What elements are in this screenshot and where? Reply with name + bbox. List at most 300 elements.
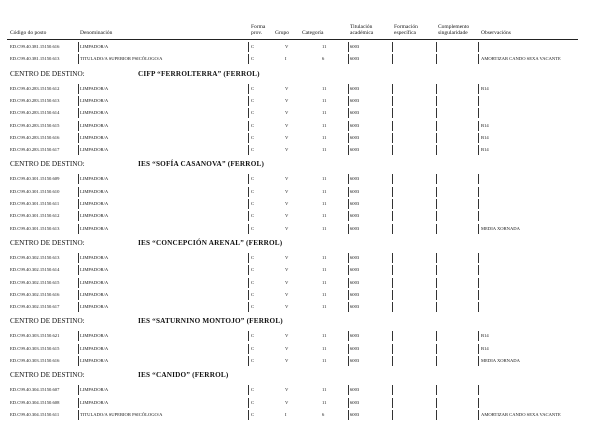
cell-forma: C	[251, 85, 255, 91]
cell-den: TITULADO/A SUPERIOR PSICÓLOGO/A	[80, 56, 163, 62]
cell-forma: C	[251, 97, 255, 103]
column-divider	[436, 54, 437, 64]
cell-cat: 11	[322, 213, 327, 219]
column-divider	[478, 108, 479, 118]
column-divider	[348, 54, 349, 64]
cell-grupo: V	[285, 201, 289, 206]
column-divider	[348, 398, 349, 408]
section-center-name: IES “SATURNINO MONTOJO” (FERROL)	[138, 317, 283, 326]
cell-den: LIMPADOR/A	[80, 345, 109, 351]
cell-code: ED.C99.40.303.15150.616	[10, 358, 60, 363]
cell-forma: C	[251, 147, 255, 153]
column-divider	[78, 356, 79, 366]
column-divider	[248, 410, 249, 420]
cell-tit: 6003	[350, 44, 360, 49]
cell-grupo: V	[285, 291, 289, 297]
cell-cat: 11	[322, 333, 327, 339]
cell-cat: 11	[322, 134, 327, 140]
cell-den: LIMPADOR/A	[80, 97, 109, 103]
column-divider	[248, 224, 249, 234]
cell-grupo: V	[285, 254, 289, 260]
table-row	[0, 132, 615, 144]
column-divider	[348, 344, 349, 354]
column-divider	[436, 290, 437, 300]
cell-den: LIMPADOR/A	[80, 201, 109, 206]
cell-cat: 11	[322, 254, 327, 260]
column-divider	[78, 96, 79, 106]
column-divider	[348, 108, 349, 118]
column-divider	[248, 199, 249, 209]
cell-code: ED.C99.40.283.15150.614	[10, 110, 60, 116]
column-divider	[78, 265, 79, 275]
cell-forma: C	[251, 122, 255, 128]
cell-den: LIMPADOR/A	[80, 387, 109, 393]
section-label: CENTRO DE DESTINO:	[10, 371, 85, 380]
cell-den: LIMPADOR/A	[80, 110, 109, 116]
column-divider	[348, 133, 349, 143]
column-divider	[436, 84, 437, 94]
cell-code: ED.C99.40.381.15150.616	[10, 44, 60, 49]
cell-code: ED.C99.40.303.15150.621	[10, 333, 60, 339]
cell-tit: 6003	[350, 201, 360, 206]
cell-grupo: V	[285, 188, 289, 194]
cell-den: LIMPADOR/A	[80, 333, 109, 339]
cell-den: LIMPADOR/A	[80, 147, 109, 153]
column-divider	[478, 133, 479, 143]
column-divider	[392, 145, 393, 155]
cell-grupo: I	[285, 411, 287, 417]
cell-forma: C	[251, 213, 255, 219]
table-row	[0, 409, 615, 421]
cell-grupo: V	[285, 176, 289, 182]
cell-cat: 11	[322, 279, 327, 285]
cell-cat: 6	[322, 56, 325, 62]
column-divider	[478, 211, 479, 221]
column-divider	[436, 344, 437, 354]
col-complemento-line2: singularidade	[438, 30, 468, 36]
column-divider	[436, 253, 437, 263]
cell-tit: 6003	[350, 304, 360, 310]
table-row	[0, 277, 615, 289]
column-divider	[78, 211, 79, 221]
cell-den: LIMPADOR/A	[80, 44, 109, 49]
cell-cat: 11	[322, 387, 327, 393]
cell-forma: C	[251, 110, 255, 116]
cell-obs: AMORTIZAR CANDO SEXA VACANTE	[481, 411, 561, 417]
column-divider	[436, 96, 437, 106]
cell-forma: C	[251, 358, 255, 363]
column-divider	[478, 344, 479, 354]
column-divider	[436, 278, 437, 288]
column-divider	[392, 133, 393, 143]
cell-obs: B14	[481, 122, 489, 128]
cell-tit: 6003	[350, 122, 360, 128]
column-divider	[478, 84, 479, 94]
column-divider	[78, 224, 79, 234]
table-row	[0, 107, 615, 119]
column-divider	[78, 174, 79, 184]
column-divider	[436, 302, 437, 312]
column-divider	[478, 356, 479, 366]
cell-forma: C	[251, 387, 255, 393]
cell-tit: 6003	[350, 254, 360, 260]
column-divider	[436, 224, 437, 234]
column-divider	[478, 54, 479, 64]
cell-code: ED.C99.40.304.15150.611	[10, 411, 60, 417]
cell-tit: 6003	[350, 267, 360, 273]
column-divider	[392, 253, 393, 263]
column-divider	[78, 253, 79, 263]
col-formacion-line2: específica	[394, 30, 416, 36]
col-denominacion: Denominación	[80, 30, 113, 36]
column-divider	[478, 385, 479, 395]
table-row	[0, 330, 615, 342]
column-divider	[248, 302, 249, 312]
cell-den: LIMPADOR/A	[80, 267, 109, 273]
column-divider	[78, 84, 79, 94]
col-formacion-line1: Formación	[394, 24, 418, 30]
column-divider	[248, 121, 249, 131]
column-divider	[392, 278, 393, 288]
column-divider	[248, 174, 249, 184]
column-divider	[392, 199, 393, 209]
cell-cat: 11	[322, 358, 327, 363]
table-row	[0, 397, 615, 409]
column-divider	[478, 199, 479, 209]
column-divider	[78, 278, 79, 288]
cell-forma: C	[251, 56, 255, 62]
table-row	[0, 120, 615, 132]
cell-code: ED.C99.40.283.15150.616	[10, 134, 60, 140]
column-divider	[436, 174, 437, 184]
cell-den: LIMPADOR/A	[80, 85, 109, 91]
column-divider	[248, 145, 249, 155]
table-row	[0, 355, 615, 367]
cell-code: ED.C99.40.302.15150.617	[10, 304, 60, 310]
column-divider	[436, 133, 437, 143]
cell-den: LIMPADOR/A	[80, 176, 109, 182]
cell-forma: C	[251, 399, 255, 405]
cell-den: LIMPADOR/A	[80, 225, 109, 231]
cell-forma: C	[251, 134, 255, 140]
column-divider	[348, 302, 349, 312]
cell-forma: C	[251, 225, 255, 231]
column-divider	[348, 187, 349, 197]
cell-cat: 11	[322, 97, 327, 103]
column-divider	[478, 253, 479, 263]
column-divider	[392, 84, 393, 94]
column-divider	[78, 410, 79, 420]
column-divider	[348, 265, 349, 275]
cell-tit: 6003	[350, 399, 360, 405]
cell-code: ED.C99.40.283.15150.613	[10, 97, 60, 103]
cell-tit: 6003	[350, 147, 360, 153]
section-heading	[10, 317, 283, 327]
column-divider	[348, 253, 349, 263]
column-divider	[392, 331, 393, 341]
column-divider	[478, 265, 479, 275]
cell-obs: B14	[481, 147, 489, 153]
column-divider	[78, 187, 79, 197]
cell-obs: AMORTIZAR CANDO SEXA VACANTE	[481, 56, 561, 62]
cell-obs: B14	[481, 345, 489, 351]
cell-tit: 6003	[350, 213, 360, 219]
cell-tit: 6003	[350, 85, 360, 91]
cell-code: ED.C99.40.283.15150.615	[10, 122, 60, 128]
table-row	[0, 41, 615, 53]
cell-cat: 11	[322, 399, 327, 405]
column-divider	[478, 398, 479, 408]
section-center-name: IES “CANIDO” (FERROL)	[138, 371, 229, 380]
column-divider	[392, 344, 393, 354]
cell-cat: 11	[322, 85, 327, 91]
cell-den: LIMPADOR/A	[80, 134, 109, 140]
cell-den: LIMPADOR/A	[80, 188, 109, 194]
table-row	[0, 95, 615, 107]
cell-tit: 6003	[350, 134, 360, 140]
column-divider	[78, 121, 79, 131]
section-center-name: IES “CONCEPCIÓN ARENAL” (FERROL)	[138, 238, 283, 247]
column-divider	[78, 398, 79, 408]
column-divider	[436, 145, 437, 155]
cell-code: ED.C99.40.303.15150.615	[10, 345, 60, 351]
column-divider	[248, 265, 249, 275]
column-divider	[392, 174, 393, 184]
column-divider	[248, 96, 249, 106]
column-divider	[248, 54, 249, 64]
column-divider	[348, 174, 349, 184]
col-forma-line2: prov.	[251, 30, 263, 36]
table-row	[0, 198, 615, 210]
cell-cat: 11	[322, 291, 327, 297]
column-divider	[392, 290, 393, 300]
column-divider	[436, 356, 437, 366]
column-divider	[436, 211, 437, 221]
cell-grupo: V	[285, 85, 289, 91]
cell-cat: 11	[322, 188, 327, 194]
cell-cat: 11	[322, 304, 327, 310]
column-divider	[78, 54, 79, 64]
column-divider	[248, 108, 249, 118]
cell-tit: 6003	[350, 411, 360, 417]
cell-tit: 6003	[350, 333, 360, 339]
column-divider	[348, 410, 349, 420]
column-divider	[436, 108, 437, 118]
cell-forma: C	[251, 304, 255, 310]
column-divider	[78, 290, 79, 300]
column-divider	[478, 145, 479, 155]
cell-grupo: V	[285, 122, 289, 128]
table-row	[0, 53, 615, 65]
column-divider	[348, 84, 349, 94]
section-heading	[10, 69, 260, 80]
column-divider	[478, 187, 479, 197]
cell-den: LIMPADOR/A	[80, 254, 109, 260]
column-divider	[348, 199, 349, 209]
column-divider	[248, 42, 249, 52]
cell-grupo: V	[285, 225, 289, 231]
column-divider	[478, 410, 479, 420]
column-divider	[436, 265, 437, 275]
cell-cat: 11	[322, 225, 327, 231]
column-divider	[348, 278, 349, 288]
column-divider	[348, 224, 349, 234]
cell-forma: C	[251, 291, 255, 297]
column-divider	[248, 187, 249, 197]
column-divider	[392, 385, 393, 395]
column-divider	[248, 211, 249, 221]
cell-grupo: V	[285, 279, 289, 285]
cell-forma: C	[251, 279, 255, 285]
column-divider	[392, 211, 393, 221]
column-divider	[436, 331, 437, 341]
column-divider	[348, 145, 349, 155]
column-divider	[248, 290, 249, 300]
cell-cat: 11	[322, 122, 327, 128]
column-divider	[78, 133, 79, 143]
column-divider	[248, 398, 249, 408]
table-row	[0, 343, 615, 355]
column-divider	[248, 356, 249, 366]
cell-forma: C	[251, 188, 255, 194]
cell-tit: 6003	[350, 291, 360, 297]
cell-code: ED.C99.40.302.15150.615	[10, 279, 60, 285]
column-divider	[478, 278, 479, 288]
column-divider	[392, 356, 393, 366]
cell-grupo: V	[285, 304, 289, 310]
cell-cat: 11	[322, 267, 327, 273]
column-divider	[478, 224, 479, 234]
cell-grupo: V	[285, 213, 289, 219]
table-row	[0, 252, 615, 264]
cell-grupo: V	[285, 358, 289, 363]
column-divider	[78, 331, 79, 341]
table-row	[0, 301, 615, 313]
column-divider	[78, 385, 79, 395]
column-divider	[348, 290, 349, 300]
cell-code: ED.C99.40.301.15150.611	[10, 201, 60, 206]
section-heading	[10, 371, 229, 381]
column-divider	[78, 344, 79, 354]
cell-tit: 6003	[350, 188, 360, 194]
cell-tit: 6003	[350, 97, 360, 103]
cell-tit: 6003	[350, 225, 360, 231]
cell-forma: C	[251, 254, 255, 260]
column-divider	[248, 385, 249, 395]
cell-den: LIMPADOR/A	[80, 304, 109, 310]
column-divider	[478, 174, 479, 184]
column-divider	[248, 278, 249, 288]
section-heading	[10, 238, 283, 249]
column-divider	[348, 211, 349, 221]
section-label: CENTRO DE DESTINO:	[10, 238, 85, 247]
column-divider	[78, 42, 79, 52]
cell-forma: C	[251, 411, 255, 417]
cell-den: LIMPADOR/A	[80, 279, 109, 285]
column-divider	[478, 302, 479, 312]
cell-forma: C	[251, 333, 255, 339]
column-divider	[348, 331, 349, 341]
column-divider	[248, 84, 249, 94]
cell-obs: MEDIA XORNADA	[481, 358, 520, 363]
cell-code: ED.C99.40.283.15150.612	[10, 85, 60, 91]
cell-obs: B14	[481, 333, 489, 339]
section-label: CENTRO DE DESTINO:	[10, 317, 85, 326]
cell-tit: 6003	[350, 176, 360, 182]
column-divider	[392, 398, 393, 408]
cell-cat: 6	[322, 411, 325, 417]
column-divider	[392, 224, 393, 234]
cell-grupo: V	[285, 44, 289, 49]
header-rule	[7, 39, 578, 40]
table-header	[0, 20, 615, 40]
column-divider	[478, 42, 479, 52]
cell-den: LIMPADOR/A	[80, 213, 109, 219]
cell-tit: 6003	[350, 358, 360, 363]
cell-grupo: V	[285, 333, 289, 339]
cell-code: ED.C99.40.301.15150.613	[10, 225, 60, 231]
column-divider	[78, 199, 79, 209]
column-divider	[348, 96, 349, 106]
cell-grupo: V	[285, 134, 289, 140]
cell-forma: C	[251, 44, 255, 49]
cell-tit: 6003	[350, 56, 360, 62]
column-divider	[248, 133, 249, 143]
table-row	[0, 144, 615, 156]
cell-obs: MEDIA XORNADA	[481, 225, 520, 231]
column-divider	[248, 253, 249, 263]
cell-code: ED.C99.40.302.15150.614	[10, 267, 60, 273]
cell-tit: 6003	[350, 279, 360, 285]
column-divider	[392, 265, 393, 275]
column-divider	[392, 302, 393, 312]
column-divider	[478, 331, 479, 341]
column-divider	[436, 199, 437, 209]
column-divider	[348, 42, 349, 52]
column-divider	[78, 302, 79, 312]
table-row	[0, 223, 615, 235]
cell-obs: B14	[481, 134, 489, 140]
column-divider	[248, 331, 249, 341]
column-divider	[392, 121, 393, 131]
column-divider	[436, 410, 437, 420]
cell-cat: 11	[322, 201, 327, 206]
column-divider	[436, 398, 437, 408]
col-complemento-line1: Complemento	[438, 24, 470, 30]
column-divider	[348, 356, 349, 366]
column-divider	[392, 96, 393, 106]
cell-code: ED.C99.40.381.15150.613	[10, 56, 60, 62]
column-divider	[348, 385, 349, 395]
col-observacions: Observacións	[481, 30, 511, 36]
cell-code: ED.C99.40.283.15150.617	[10, 147, 60, 153]
column-divider	[392, 410, 393, 420]
cell-den: LIMPADOR/A	[80, 291, 109, 297]
cell-grupo: V	[285, 267, 289, 273]
cell-code: ED.C99.40.302.15150.613	[10, 254, 60, 260]
cell-cat: 11	[322, 44, 327, 49]
column-divider	[78, 145, 79, 155]
cell-forma: C	[251, 345, 255, 351]
col-titulacion-line2: académica	[350, 30, 374, 36]
cell-grupo: I	[285, 56, 287, 62]
table-row	[0, 210, 615, 222]
table-row	[0, 83, 615, 95]
cell-cat: 11	[322, 147, 327, 153]
table-row	[0, 186, 615, 198]
cell-grupo: V	[285, 387, 289, 393]
cell-den: LIMPADOR/A	[80, 358, 109, 363]
